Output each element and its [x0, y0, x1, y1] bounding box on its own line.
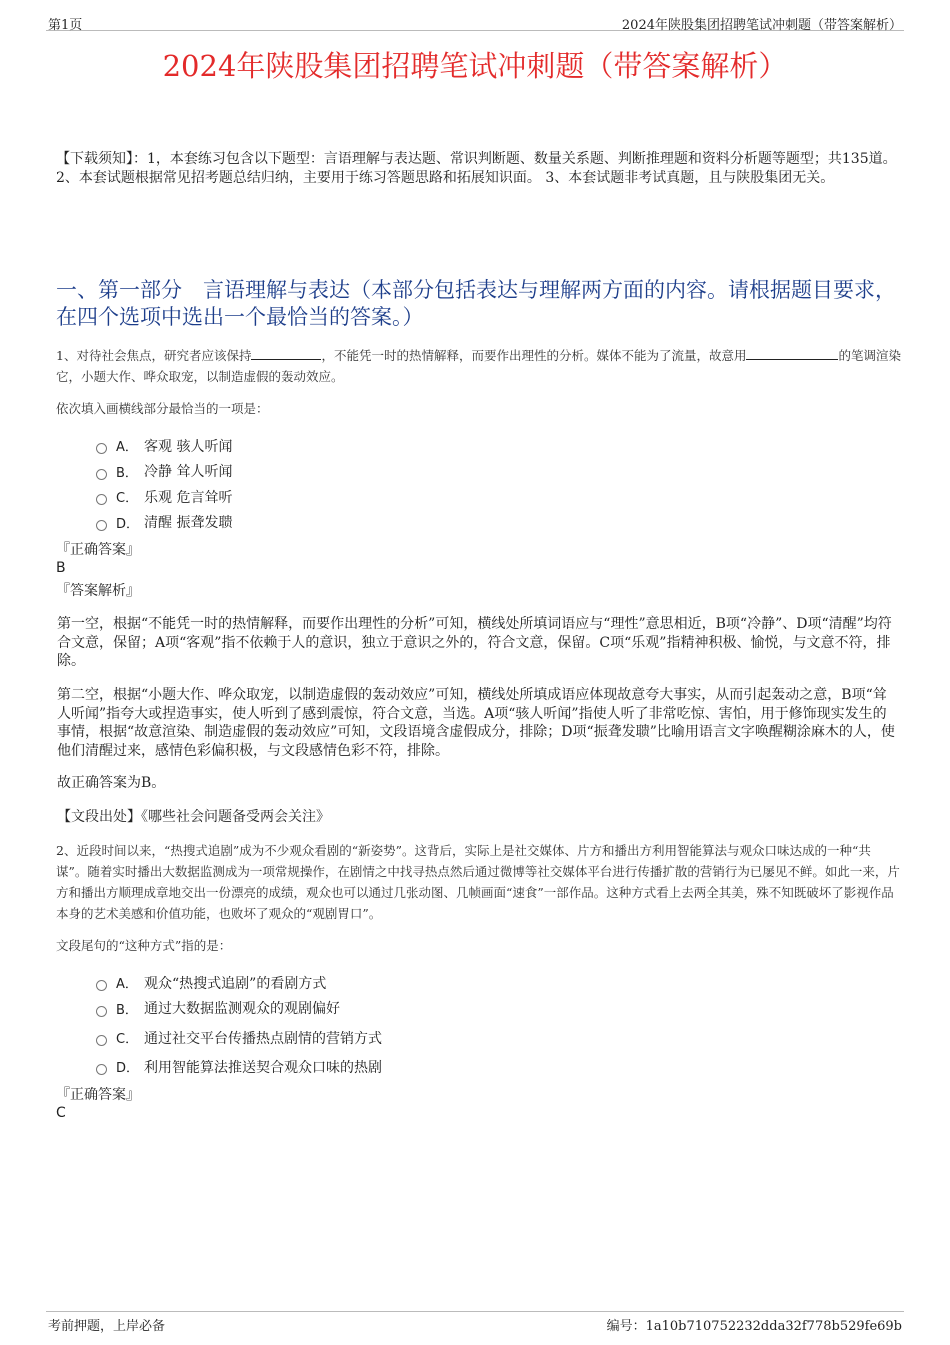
- option-a[interactable]: A． 观众“热搜式追剧”的看剧方式: [96, 970, 382, 996]
- question-1-prompt: 依次填入画横线部分最恰当的一项是：: [56, 401, 269, 416]
- radio-icon[interactable]: [96, 443, 107, 454]
- option-c[interactable]: C． 通过社交平台传播热点剧情的营销方式: [96, 1021, 382, 1054]
- section-heading: 一、第一部分 言语理解与表达（本部分包括表达与理解两方面的内容。请根据题目要求，在四个选项中选出一个最恰当的答案。）: [56, 278, 896, 329]
- option-b[interactable]: B． 冷静 耸人听闻: [96, 459, 232, 485]
- option-d[interactable]: D． 清醒 振聋发聩: [96, 510, 232, 536]
- option-a[interactable]: A． 客观 骇人听闻: [96, 433, 232, 459]
- document-id: 编号：1a10b710752232dda32f778b529fe69b: [606, 1319, 902, 1334]
- analysis-paragraph-2: 第二空，根据“小题大作、哗众取宠，以制造虚假的轰动效应”可知，横线处所填成语应体现故意夸大事实，从而引起轰动之意，B项“耸人听闻”指夸大或捏造事实，使人听到了感到震惊，符合文意，当选。A项“骇人听闻”指使人听了非常吃惊、害怕，用于修饰现实发生的事情，根据“故意渲染、制造虚假的轰动效应”可知，文段语境含虚假成分，排除；D项“振聋发聩”比喻用语言文字唤醒糊涂麻木的人，使他们清醒过来，感情色彩偏积极，与文段感情色彩不符，排除。: [57, 687, 895, 759]
- header-doc-title: 2024年陕股集团招聘笔试冲刺题（带答案解析）: [621, 18, 902, 33]
- blank-2[interactable]: [746, 347, 838, 360]
- question-2-stem: 2、近段时间以来，“热搜式追剧”成为不少观众看剧的“新姿势”。这背后，实际上是社交媒体、片方和播出方利用智能算法与观众口味达成的一种“共谋”。随着实时播出大数据监测成为一项常规操作，在剧情之中找寻热点然后通过微博等社交媒体平台进行传播扩散的营销行为已屡见不鲜。如此一来，片方和播出方顺理成章地交出一份漂亮的成绩，观众也可以通过几张动图、几帧画面“速食”一部作品。这种方式看上去两全其美，殊不知既破坏了影视作品本身的艺术美感和价值功能，也败坏了观众的“观剧胃口”。: [56, 843, 900, 921]
- page-footer: [46, 1311, 904, 1332]
- question-2-options: [96, 970, 382, 1080]
- source-note: 【文段出处】《哪些社会问题备受两会关注》: [57, 809, 330, 825]
- analysis-label: 『答案解析』: [56, 583, 140, 599]
- answer-label: 『正确答案』: [56, 1087, 140, 1103]
- radio-icon[interactable]: [96, 1006, 107, 1017]
- option-b[interactable]: B． 通过大数据监测观众的观剧偏好: [96, 996, 382, 1022]
- answer-label: 『正确答案』: [56, 542, 140, 558]
- radio-icon[interactable]: [96, 494, 107, 505]
- analysis-conclusion: 故正确答案为B。: [57, 775, 166, 791]
- radio-icon[interactable]: [96, 980, 107, 991]
- option-d[interactable]: D． 利用智能算法推送契合观众口味的热剧: [96, 1054, 382, 1080]
- answer-value: C: [56, 1105, 66, 1121]
- option-c[interactable]: C． 乐观 危言耸听: [96, 484, 232, 510]
- radio-icon[interactable]: [96, 1064, 107, 1075]
- footer-slogan: 考前押题，上岸必备: [48, 1319, 166, 1334]
- radio-icon[interactable]: [96, 520, 107, 531]
- question-1-stem: 1、对待社会焦点，研究者应该保持 ，不能凭一时的热情解释，而要作出理性的分析。媒体不能为了流量，故意用 的笔调渲染它，小题大作、哗众取宠，以制造虚假的轰动效应。: [56, 348, 901, 384]
- page-number: 第1页: [48, 18, 83, 33]
- download-notice: 【下载须知】：1，本套练习包含以下题型：言语理解与表达题、常识判断题、数量关系题、判断推理题和资料分析题等题型；共135道。 2、本套试题根据常见招考题总结归纳，主要用于练习答题思路和拓展知识面。 3、本套试题非考试真题，且与陕股集团无关。: [56, 151, 897, 186]
- page-header: [46, 8, 904, 31]
- blank-1[interactable]: [251, 347, 321, 360]
- answer-value: B: [56, 560, 66, 576]
- radio-icon[interactable]: [96, 469, 107, 480]
- question-1-options: [96, 433, 232, 535]
- question-2-prompt: 文段尾句的“这种方式”指的是：: [56, 938, 232, 953]
- radio-icon[interactable]: [96, 1035, 107, 1046]
- document-title: 2024年陕股集团招聘笔试冲刺题（带答案解析）: [162, 49, 788, 83]
- analysis-paragraph-1: 第一空，根据“不能凭一时的热情解释，而要作出理性的分析”可知，横线处所填词语应与“理性”意思相近，B项“冷静”、D项“清醒”均符合文意，保留；A项“客观”指不依赖于人的意识，独立于意识之外的，符合文意，保留。C项“乐观”指精神积极、愉悦，与文意不符，排除。: [57, 616, 892, 669]
